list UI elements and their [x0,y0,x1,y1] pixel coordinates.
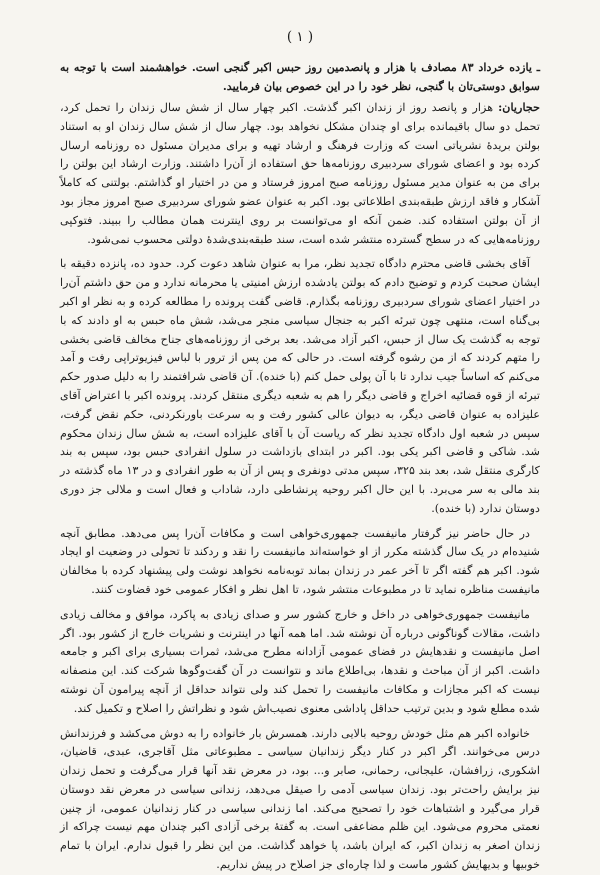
paragraph: مانیفست جمهوری‌خواهی در داخل و خارج کشور سر و صدای زیادی به پاکرد، موافق و مخالف زیادی داشت، مقالات گوناگونی درباره آن نوشته شد. اما همه آنها در اینترنت و نشریات خارج از کشور بود. اگر اصل مانیفست و نقدهایش در فضای عمومی آزادانه مطرح می‌شد، ثمرات بسیاری برای اکبر و جامعه داشت. اکبر از آن مباحث و نقدها، بی‌اطلاع ماند و نتوانست در آن گفت‌وگوها شرکت کند. این منصفانه نیست که اکبر مجازات و مکافات مانیفست را تحمل کند ولی نتواند حداقل از آنچه پیرامون آن نوشته شده مطلع شود و بدین ترتیب حداقل پاداشی معنوی نصیب‌اش شود و نظراتش را اصلاح و تکمیل کند. [60,607,540,715]
speaker-label: حجاریان: [498,100,540,114]
answer-paragraph [60,98,540,249]
paragraph: آقای بخشی قاضی محترم دادگاه تجدید نظر، مرا به عنوان شاهد دعوت کرد. حدود ده، پانزده دقیقه با ایشان صحبت کردم و توضیح دادم که بولتن یادشده ارزش امنیتی یا محرمانه ندارد و من حق داشتم آن‌را در اختیار اعضای شورای سردبیری روزنامه بگذارم. قاضی گفت پرونده را مطالعه کرده و به نظر او اکبر بی‌گناه است، منتهی چون تبرئه اکبر به جنجال سیاسی منجر می‌شد، شش ماه حبس به او دادند که با توجه به گذشت یک سال از حبس، اکبر آزاد می‌شد. بعد برخی از روزنامه‌های جناح مخالف قاضی بخشی را متهم کردند که از من رشوه گرفته است. در حالی که من پس از ترور با لباس فیزیوتراپی رفت و آمد می‌کنم که اساساً جیب ندارد تا با آن پولی حمل کنم (با خنده). آن قاضی شرافتمند را به دلیل صدور حکم تبرئه از قوه قضائیه اخراج و قاضی دیگر را هم به شعبه دیگری منتقل کردند. پرونده اکبر با اعتراض آقای علیزاده به عنوان قاضی دیگر، به دیوان عالی کشور رفت و به سرعت باورنکردنی، حکم نقض گرفت، سپس در شعبه اول دادگاه تجدید نظر که ریاست آن با آقای علیزاده است، به شش سال زندان محکوم شد. شاکی و قاضی اکبر یکی بود. اکبر در ابتدای بازداشت در سلول انفرادی حبس بود، سپس به بند کارگری منتقل شد، بعد بند ۳۲۵، سپس مدتی دونفری و پس از آن به طور انفرادی و در ۱۳ ماه گذشته در بند مالی به سر می‌برد. با این حال اکبر روحیه پرنشاطی دارد، شاداب و فعال است و ملالی جز دوری دوستان ندارد (با خنده). [60,257,541,515]
interview-question: ـ یازده خرداد ۸۳ مصادف با هزار و پانصدمین روز حبس اکبر گنجی است. خواهشمند است با توجه به سوابق دوستی‌تان با گنجی، نظر خود را در این خصوص بیان فرمایید. [60,60,540,93]
paragraph: خانواده اکبر هم مثل خودش روحیه بالایی دارند. همسرش بار خانواده را به دوش می‌کشد و فرزندانش درس می‌خوانند. اگر اکبر در کنار دیگر زندانیان سیاسی ـ مطبوعاتی مثل آقاجری، عبدی، قاضیان، اشکوری، زرافشان، علیجانی، رحمانی، صابر و... بود، در معرض نقد آنها قرار می‌گرفت و تحمل زندان نیز برایش راحت‌تر بود. زندان سیاسی آدمی را صیقل می‌دهد، زندانی سیاسی در معرض نقد دوستان قرار می‌گیرد و اشتباهات خود را تصحیح می‌کند. اما زندانی سیاسی در کنار زندانیان عمومی، از چنین نعمتی محروم می‌شود. این ظلم مضاعفی است. به گفتهٔ برخی آزادی اکبر چندان مهم نیست چراکه از زندان اصغر به زندان اکبر، که ایران باشد، پا خواهد گذاشت. من این نظر را قبول ندارم. ایران با تمام خوبیها و بدیهایش کشور ماست و لذا چاره‌ای جز اصلاح در پیش نداریم. [60,726,540,872]
paragraph: در حال حاضر نیز گرفتار مانیفست جمهوری‌خواهی است و مکافات آن‌را پس می‌دهد. مطابق آنچه شنیده‌ام در یک سال گذشته مکرر از او خواسته‌اند مانیفست را نقد و ردکند تا تحولی در وضعیت او ایجاد شود. اکبر هم گفته اگر تا آخر عمر در زندان بماند توبه‌نامه نخواهد نوشت ولی پیشنهاد کرده با مخالفان مانیفست مناظره نماید تا در مطبوعات منتشر شود، تا اهل نظر و افکار عمومی خود قضاوت کنند. [60,526,540,596]
paragraph-text: هزار و پانصد روز از زندان اکبر گذشت. اکبر چهار سال از شش سال زندان را تحمل کرد، تحمل دو سال باقیمانده برای او چندان مشکل نخواهد بود. چهار سال از شش سال زندان او به استناد بولتن بریدهٔ نشریاتی است که وزارت فرهنگ و ارشاد تهیه و برای مدیران مسئول ده روزنامه ارسال کرده بود و اعضای شورای سردبیری روزنامه‌ها حق استفاده از آن‌را داشتند. وزارت ارشاد این بولتن را برای من به عنوان مدیر مسئول روزنامه صبح امروز فرستاد و من در اختیار او گذاشتم. بولتنی که کاملاً آشکار و فاقد ارزش طبقه‌بندی اطلاعاتی بود. اکبر به عنوان عضو شورای سردبیری صبح امروز مجاز بود از آن بولتن استفاده کند. ضمن آنکه او می‌توانست بر روی اینترنت همان مطالب را ببیند. فتوکپی روزنامه‌هایی که در سطح گسترده منتشر شده است، سند طبقه‌بندی‌شدهٔ دولتی محسوب نمی‌شود. [60,101,540,246]
page-number: ( ۱ ) [286,29,314,45]
